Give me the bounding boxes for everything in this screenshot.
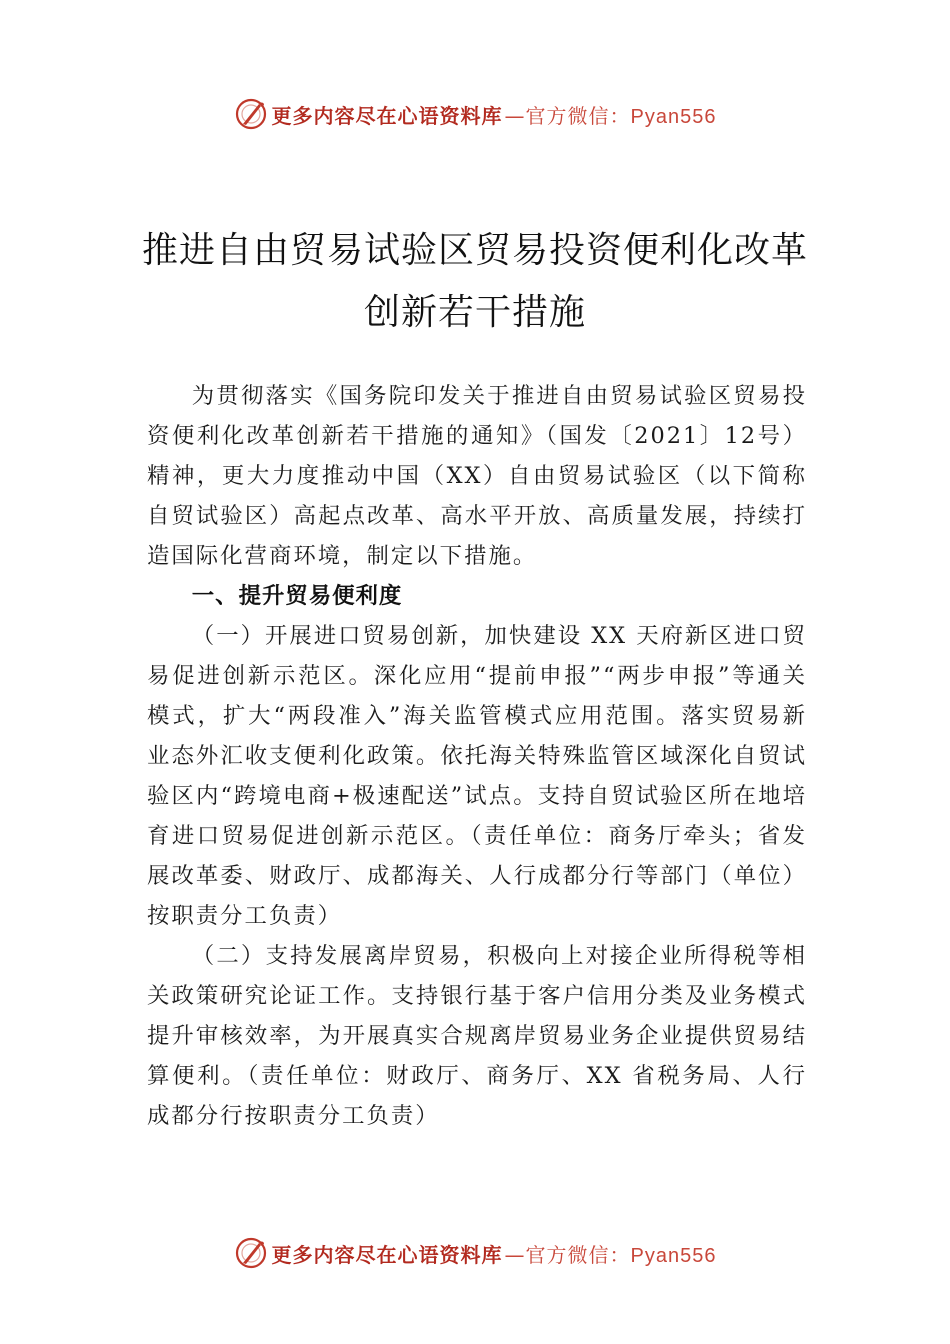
document-title-line-1: 推进自由贸易试验区贸易投资便利化改革	[141, 230, 808, 271]
watermark-wechat-id: Pyan556	[630, 1244, 717, 1267]
watermark-contact-label: —官方微信：	[504, 1242, 631, 1267]
watermark-brand: 更多内容尽在心语资料库	[271, 1242, 503, 1267]
quill-pen-logo-icon	[234, 1236, 268, 1270]
document-title	[0, 220, 950, 344]
section-heading: 一、提升贸易便利度	[191, 583, 403, 609]
document-body	[147, 376, 807, 1136]
watermark-wechat-id: Pyan556	[630, 105, 717, 128]
intro-paragraph: 为贯彻落实《国务院印发关于推进自由贸易试验区贸易投资便利化改革创新若干措施的通知》（国发〔2021〕12号）精神，更大力度推动中国（XX）自由贸易试验区（以下简称自贸试验区）高起点改革、高水平开放、高质量发展，持续打造国际化营商环境，制定以下措施。	[147, 383, 807, 569]
quill-pen-logo-icon	[234, 97, 268, 131]
watermark-contact-label: —官方微信：	[504, 103, 631, 128]
measure-item-2: （二）支持发展离岸贸易，积极向上对接企业所得税等相关政策研究论证工作。支持银行基于客户信用分类及业务模式提升审核效率，为开展真实合规离岸贸易业务企业提供贸易结算便利。（责任单位：财政厅、商务厅、XX 省税务局、人行成都分行按职责分工负责）	[147, 943, 807, 1129]
watermark-text	[272, 1239, 717, 1268]
document-title-line-2: 创新若干措施	[363, 292, 586, 333]
measure-item-1: （一）开展进口贸易创新，加快建设 XX 天府新区进口贸易促进创新示范区。深化应用“提前申报”“两步申报”等通关模式，扩大“两段准入”海关监管模式应用范围。落实贸易新业态外汇收支便利化政策。依托海关特殊监管区域深化自贸试验区内“跨境电商+极速配送”试点。支持自贸试验区所在地培育进口贸易促进创新示范区。（责任单位：商务厅牵头；省发展改革委、财政厅、成都海关、人行成都分行等部门（单位）按职责分工负责）	[147, 623, 807, 929]
header-watermark-banner	[0, 94, 950, 134]
footer-watermark-banner	[0, 1233, 950, 1273]
watermark-text	[272, 100, 717, 129]
watermark-brand: 更多内容尽在心语资料库	[271, 103, 503, 128]
